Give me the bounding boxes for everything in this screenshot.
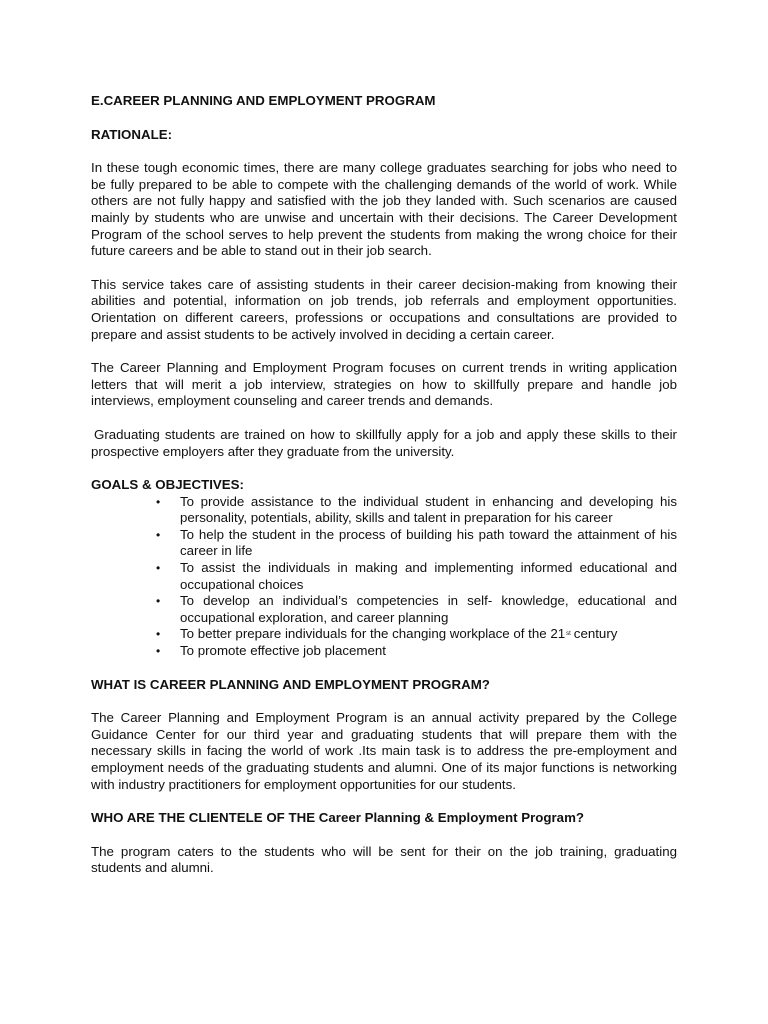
- document-title: E.CAREER PLANNING AND EMPLOYMENT PROGRAM: [91, 93, 436, 108]
- goal-text: To promote effective job placement: [180, 643, 386, 659]
- goal-text: To assist the individuals in making and implementing informed educational and occupational choices: [180, 560, 677, 592]
- goal-text: To develop an individual’s competencies in self- knowledge, educational and occupational exploration, and career planning: [180, 593, 677, 625]
- goal-item: [91, 527, 677, 560]
- bullet-icon: •: [156, 527, 161, 542]
- goal-item: [91, 593, 677, 626]
- bullet-icon: •: [156, 561, 161, 576]
- bullet-icon: •: [156, 627, 161, 642]
- what-heading: WHAT IS CAREER PLANNING AND EMPLOYMENT PROGRAM?: [91, 676, 490, 692]
- rationale-paragraph-1: In these tough economic times, there are many college graduates searching for jobs who need to be fully prepared to be able to compete with the challenging demands of the world of work. While others are not fully happy and satisfied with the job they landed with. Such scenarios are caused mainly by students who are unwise and uncertain with their decisions. The Career Development Program of the school serves to help prevent the students from making the wrong choice for their future careers and be able to stand out in their job search.: [91, 160, 677, 259]
- what-paragraph: The Career Planning and Employment Program is an annual activity prepared by the College Guidance Center for our third year and graduating students that will prepare them with the necessary skills in facing the world of work .Its main task is to address the pre-employment and employment needs of the graduating students and alumni. One of its major functions is networking with industry practitioners for employment opportunities for our students.: [91, 710, 677, 792]
- goals-heading: GOALS & OBJECTIVES:: [91, 477, 244, 493]
- bullet-icon: •: [156, 494, 161, 509]
- rationale-paragraph-3: The Career Planning and Employment Program focuses on current trends in writing application letters that will merit a job interview, strategies on how to skillfully prepare and handle job interviews, employment counseling and career trends and demands.: [91, 360, 677, 409]
- who-paragraph: The program caters to the students who will be sent for their on the job training, graduating students and alumni.: [91, 843, 677, 876]
- goals-list: [91, 494, 677, 660]
- goal-item: [91, 560, 677, 593]
- rationale-heading: RATIONALE:: [91, 126, 173, 142]
- bullet-icon: •: [156, 594, 161, 609]
- goal-item: [91, 494, 677, 527]
- goal-text: To provide assistance to the individual student in enhancing and developing his personality, potentials, ability, skills and talent in preparation for his career: [180, 493, 677, 526]
- ordinal-superscript: st: [566, 631, 571, 638]
- goal-text-after: century: [573, 626, 618, 642]
- rationale-paragraph-2: This service takes care of assisting students in their career decision-making from knowing their abilities and potential, information on job trends, job referrals and employment opportunities. Orientation on different careers, professions or occupations and consultations are provided to prepare and assist students to be actively involved in deciding a certain career.: [91, 276, 677, 342]
- goal-item: [91, 643, 677, 660]
- who-heading: WHO ARE THE CLIENTELE OF THE Career Planning & Employment Program?: [91, 810, 585, 826]
- rationale-paragraph-4: Graduating students are trained on how to skillfully apply for a job and apply these skills to their prospective employers after they graduate from the university.: [91, 426, 677, 459]
- bullet-icon: •: [156, 644, 161, 659]
- goal-item: [91, 626, 677, 643]
- goal-text-before: To better prepare individuals for the changing workplace of the 21: [180, 626, 566, 642]
- document-page: [91, 93, 677, 877]
- goal-text: To help the student in the process of building his path toward the attainment of his career in life: [180, 526, 677, 559]
